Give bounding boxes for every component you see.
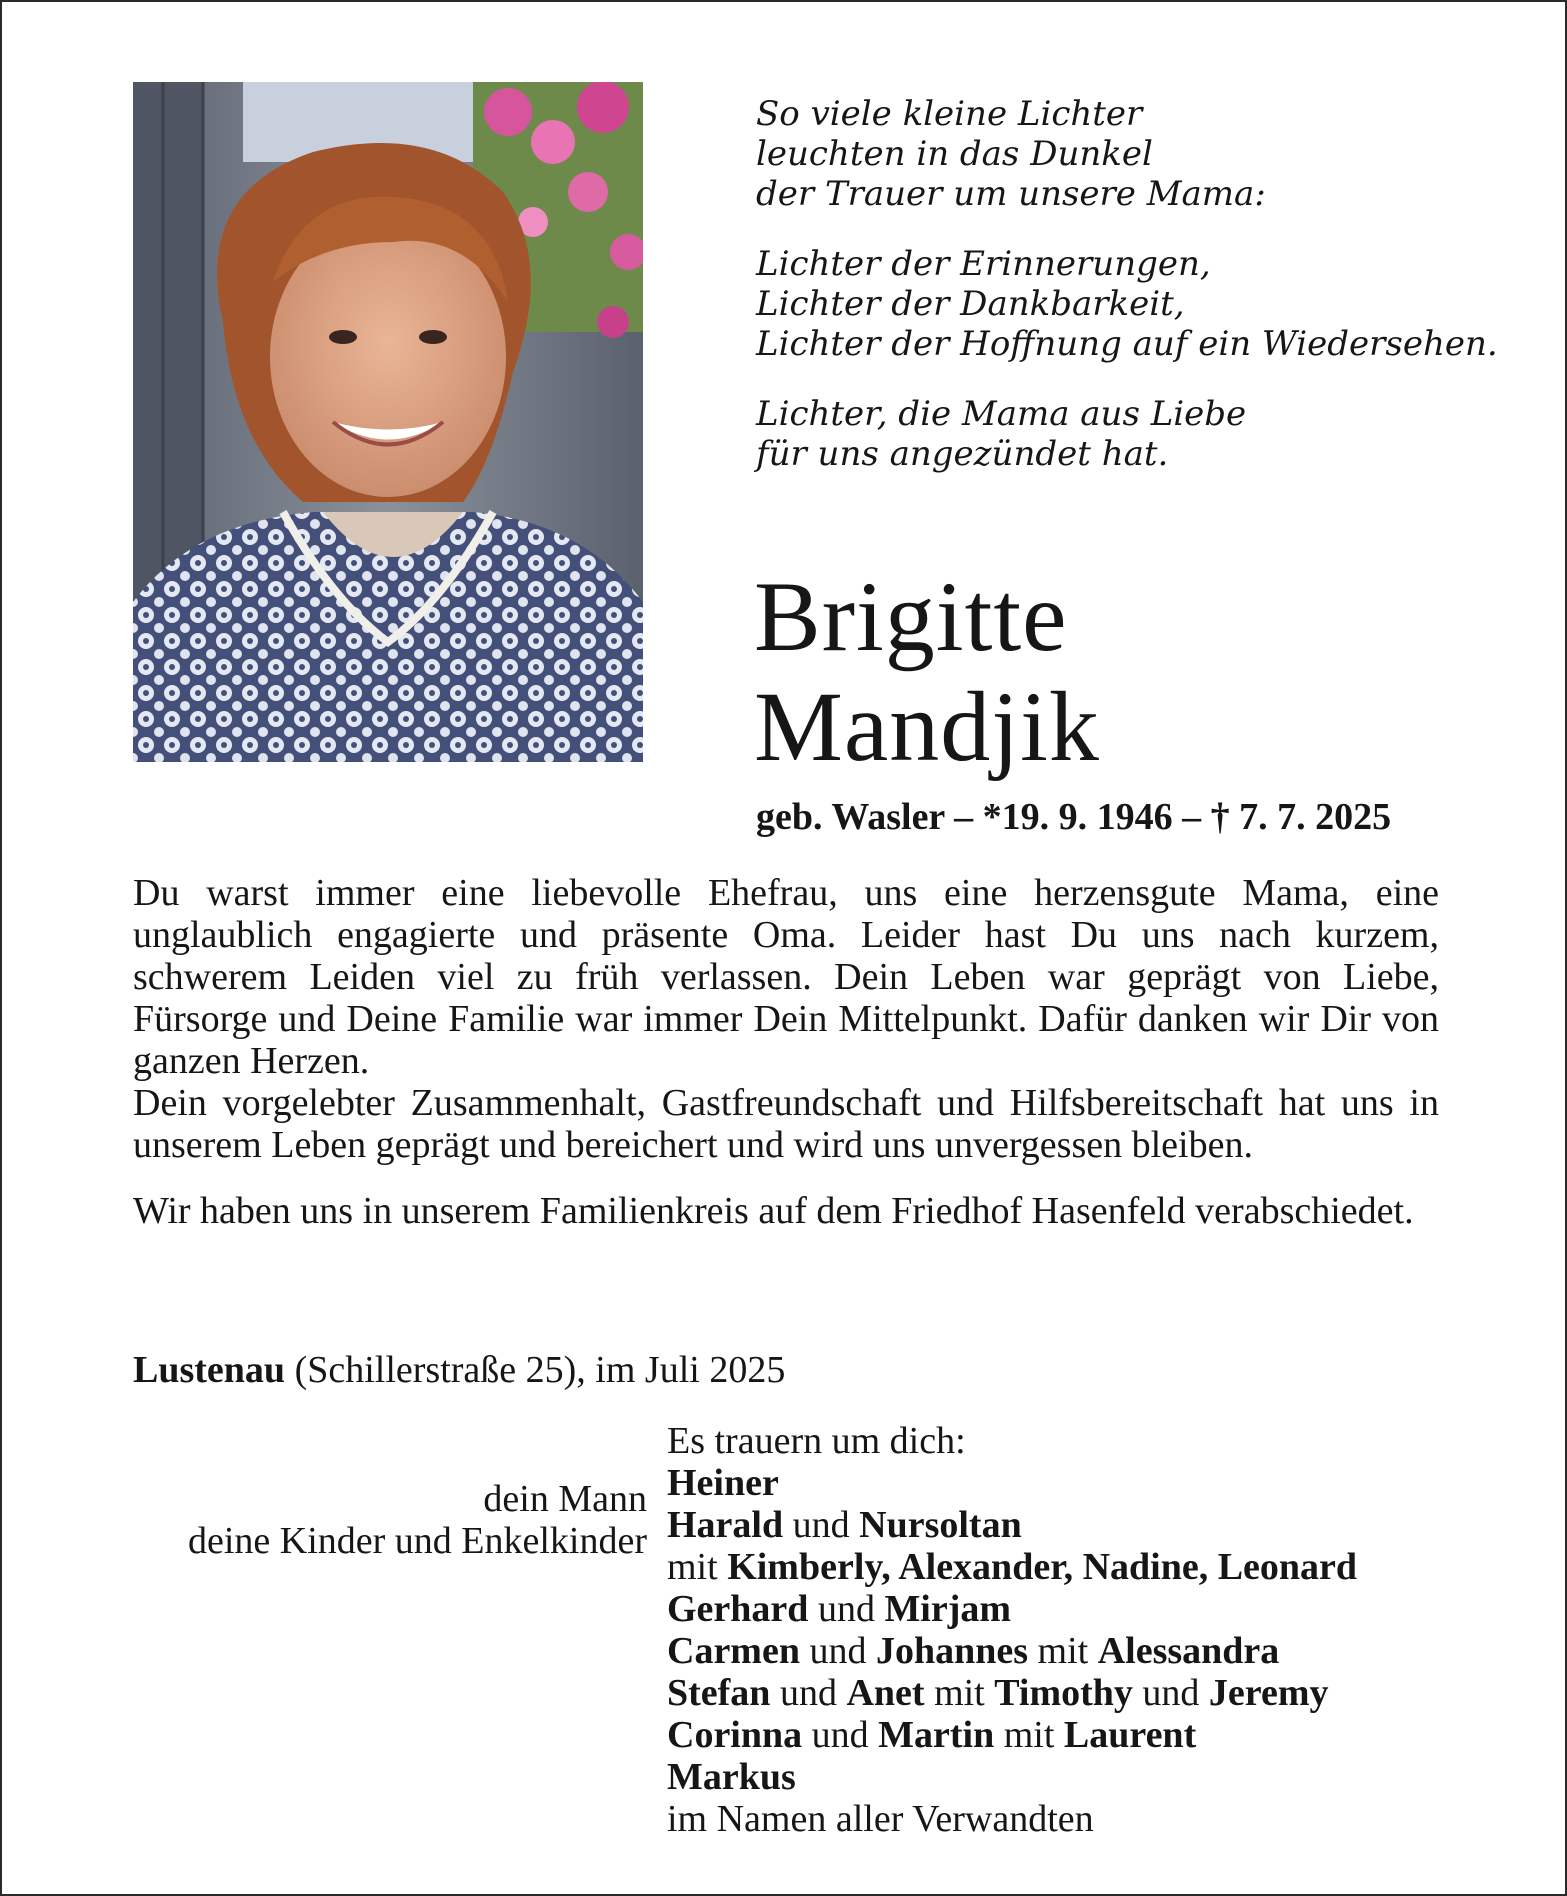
mourner-name: Stefan — [667, 1672, 771, 1714]
poem-line: Lichter der Dankbarkeit, — [756, 284, 1185, 324]
portrait-photo — [133, 82, 643, 762]
connector: mit — [1037, 1630, 1089, 1672]
mourner-name: Laurent — [1063, 1714, 1197, 1756]
poem-line: leuchten in das Dunkel — [756, 134, 1153, 174]
mourner-row — [667, 1630, 1547, 1672]
mourner-name: Nursoltan — [859, 1504, 1022, 1546]
poem-stanza — [756, 244, 1516, 364]
mourner-name: Johannes — [875, 1630, 1029, 1672]
first-name: Brigitte — [754, 561, 1068, 672]
poem-line: Lichter der Hoffnung auf ein Wiedersehen. — [756, 324, 1498, 364]
birth-death-dates: geb. Wasler – *19. 9. 1946 – † 7. 7. 2025 — [756, 796, 1392, 838]
role-children: deine Kinder und Enkelkinder — [187, 1520, 647, 1562]
mourners-intro: Es trauern um dich: — [667, 1420, 966, 1462]
paragraph: Wir haben uns in unserem Familienkreis auf dem Friedhof Hasenfeld verabschiedet. — [133, 1190, 1414, 1232]
address-date: (Schillerstraße 25), im Juli 2025 — [285, 1349, 786, 1391]
connector: und — [1142, 1672, 1200, 1714]
mourner-row — [667, 1588, 1547, 1630]
mourner-name: Jeremy — [1208, 1672, 1329, 1714]
poem-line: Lichter der Erinnerungen, — [756, 244, 1211, 284]
connector: mit — [934, 1672, 985, 1714]
mourner-roles — [102, 1478, 647, 1562]
connector: und — [811, 1714, 869, 1756]
mourner-name: Harald — [667, 1504, 784, 1546]
connector: und — [792, 1504, 850, 1546]
mourner-name: Kimberly, Alexander, Nadine, Leonard — [727, 1546, 1358, 1588]
mourner-row — [667, 1672, 1547, 1714]
city: Lustenau — [133, 1349, 286, 1391]
mourners-list — [667, 1420, 1547, 1840]
location-line — [133, 1349, 1433, 1391]
last-name: Mandjik — [754, 671, 1100, 782]
poem — [756, 94, 1516, 504]
poem-line: der Trauer um unsere Mama: — [756, 174, 1266, 214]
mourner-name: Anet — [846, 1672, 925, 1714]
mourner-name: Gerhard — [667, 1588, 809, 1630]
connector: und — [809, 1630, 867, 1672]
poem-line: für uns angezündet hat. — [756, 434, 1169, 474]
mourner-row — [667, 1462, 1547, 1504]
mourner-name: Martin — [878, 1714, 995, 1756]
mourner-row — [667, 1546, 1547, 1588]
mourner-name: Markus — [667, 1756, 796, 1798]
obituary-text — [133, 872, 1439, 1232]
mourners-closing: im Namen aller Verwandten — [667, 1798, 1094, 1840]
mourner-name: Carmen — [667, 1630, 800, 1672]
mourner-row — [667, 1504, 1547, 1546]
mourner-name: Timothy — [994, 1672, 1133, 1714]
mourner-name: Mirjam — [884, 1588, 1012, 1630]
connector: und — [817, 1588, 875, 1630]
mourner-name: Corinna — [667, 1714, 803, 1756]
portrait-photo-icon — [133, 82, 643, 762]
paragraph: Dein vorgelebter Zusammenhalt, Gastfreundschaft und Hilfsbereitschaft hat uns in unserem Leben geprägt und bereichert und wird uns unvergessen bleiben. — [133, 1082, 1439, 1166]
deceased-name — [754, 562, 1534, 782]
mourner-row — [667, 1714, 1547, 1756]
poem-stanza — [756, 94, 1516, 214]
connector: und — [779, 1672, 837, 1714]
connector: mit — [1003, 1714, 1055, 1756]
paragraph: Du warst immer eine liebevolle Ehefrau, uns eine herzensgute Mama, eine unglaublich engagierte und präsente Oma. Leider hast Du uns nach kurzem, schwerem Leiden viel zu früh verlassen. Dein Leben war geprägt von Liebe, Fürsorge und Deine Familie war immer Dein Mittelpunkt. Dafür danken wir Dir von ganzen Herzen. — [133, 872, 1439, 1082]
mourner-name: Heiner — [667, 1462, 779, 1504]
mourner-name: Alessandra — [1097, 1630, 1280, 1672]
poem-stanza — [756, 394, 1516, 474]
mourner-row — [667, 1756, 1547, 1798]
connector: mit — [667, 1546, 718, 1588]
role-husband: dein Mann — [483, 1478, 647, 1520]
poem-line: So viele kleine Lichter — [756, 94, 1143, 134]
poem-line: Lichter, die Mama aus Liebe — [756, 394, 1247, 434]
